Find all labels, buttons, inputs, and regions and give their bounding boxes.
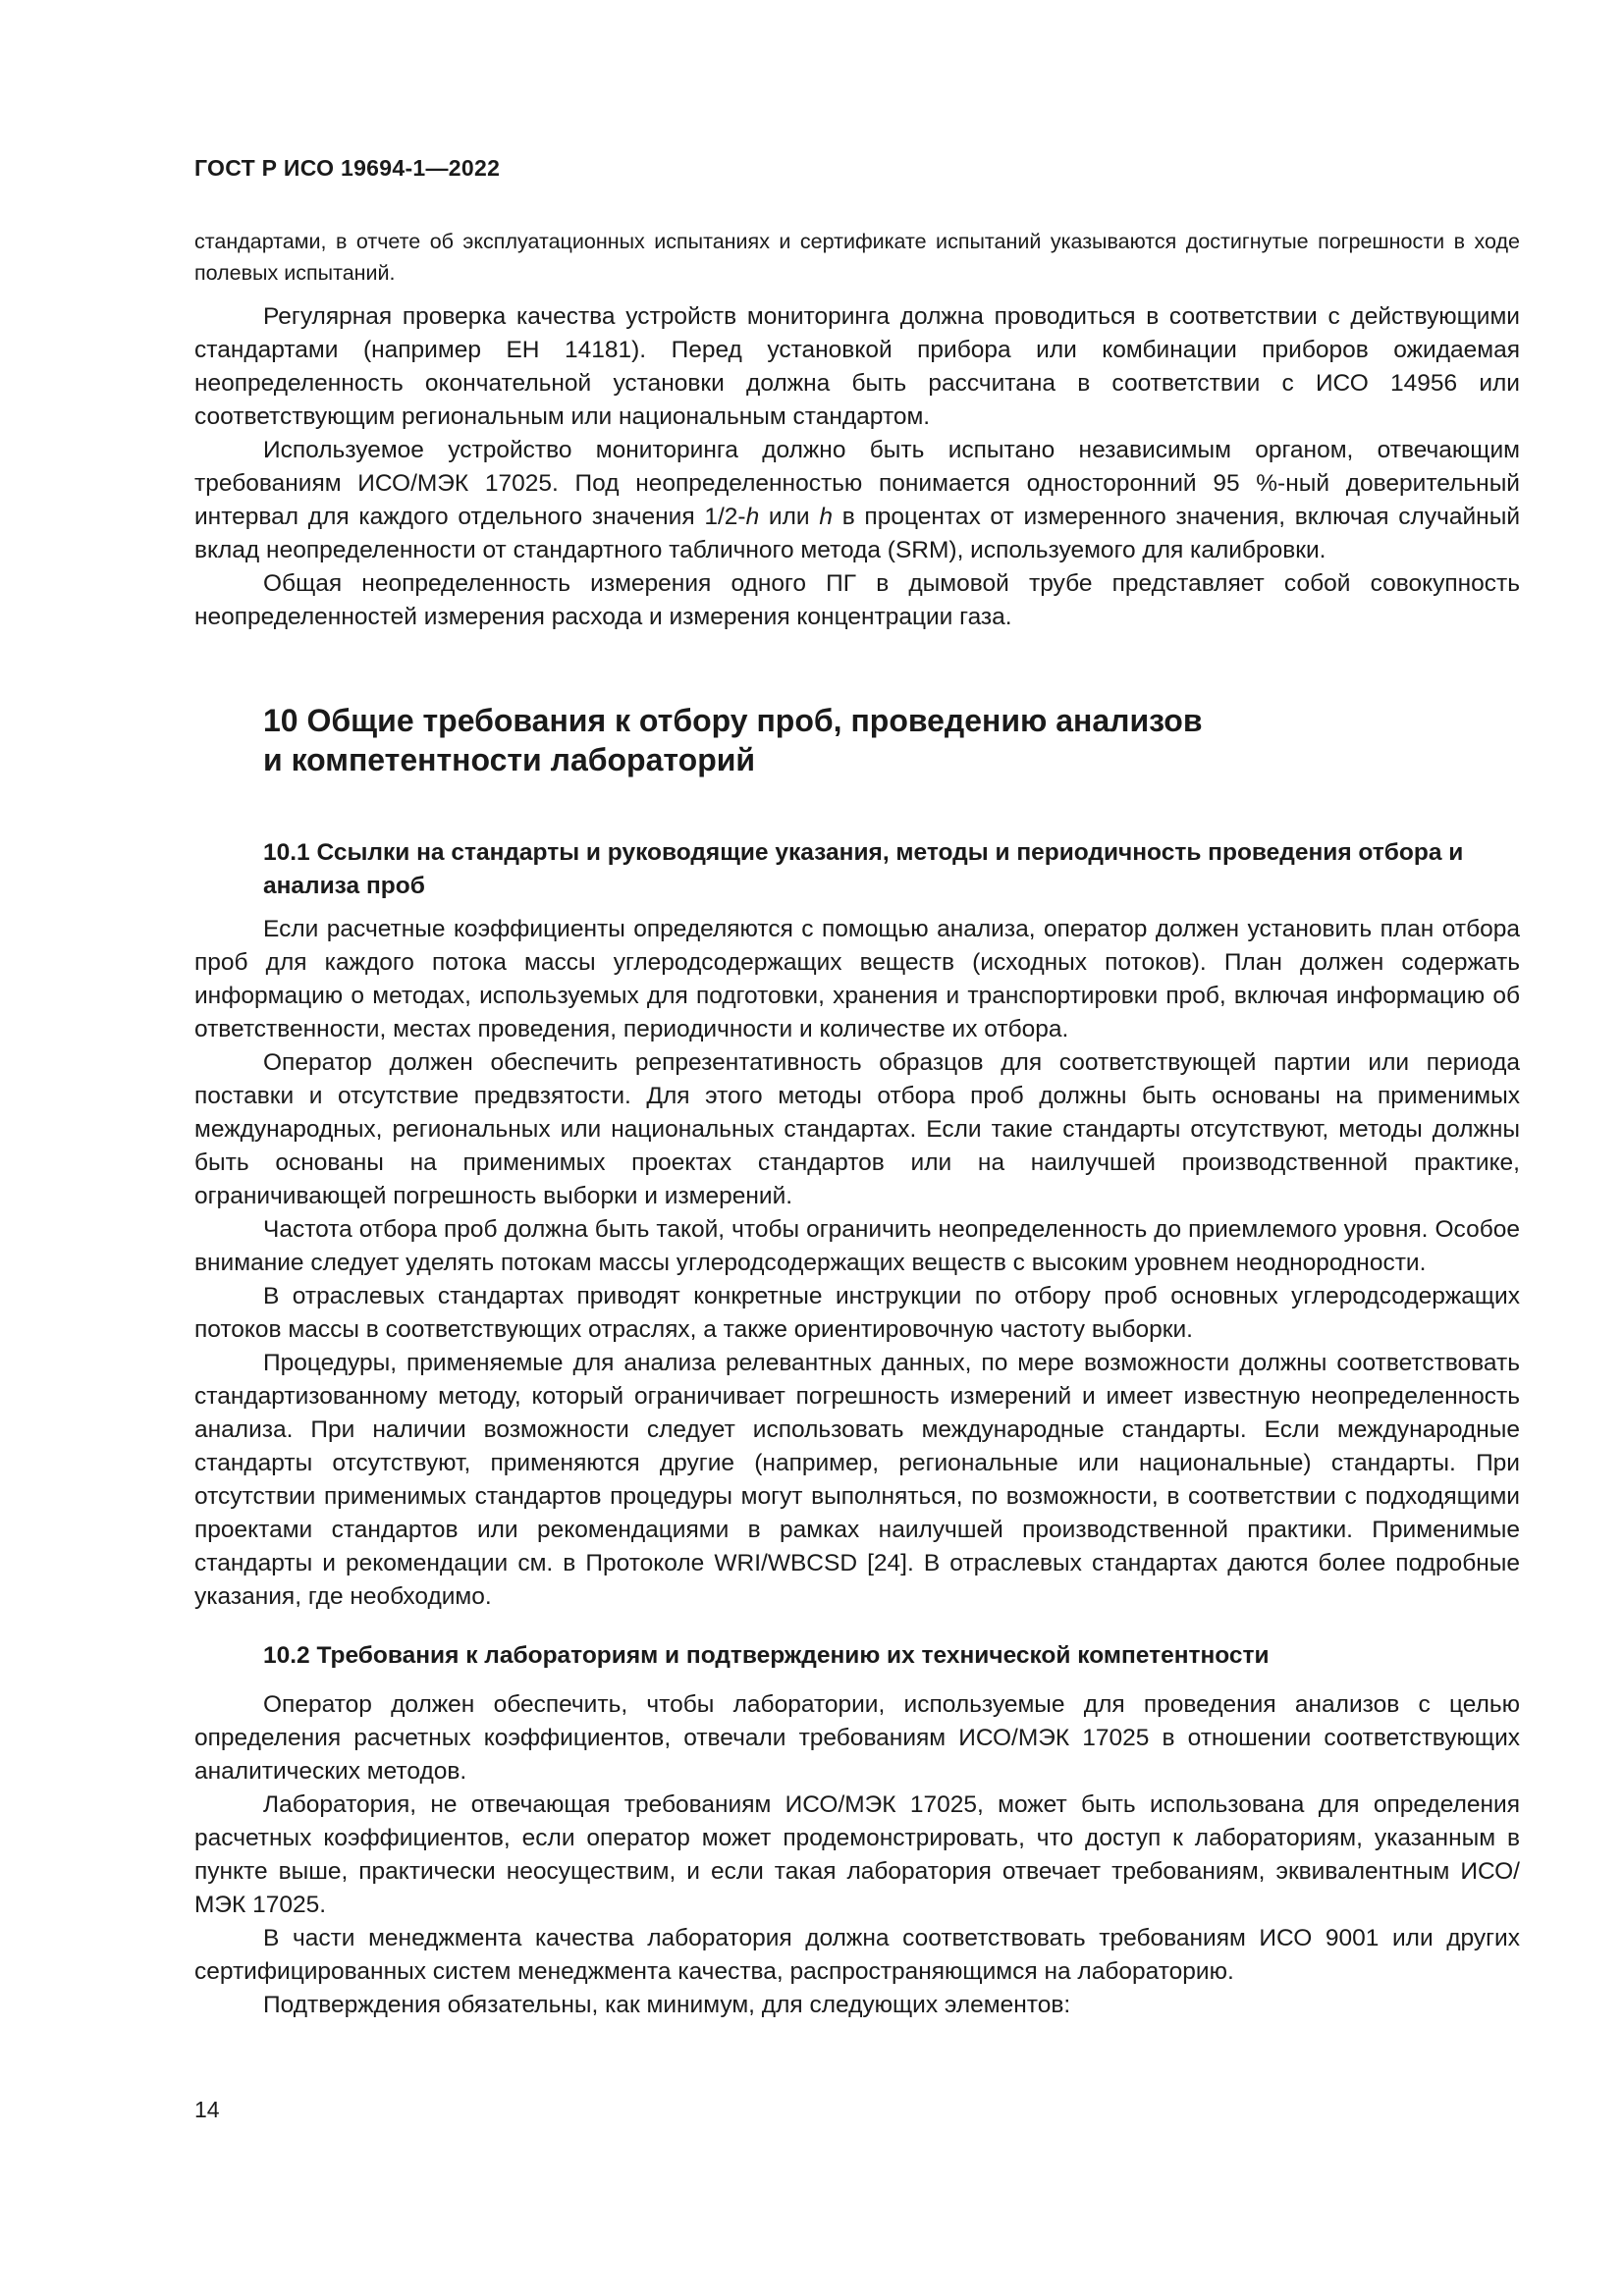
- section-10-1-heading: 10.1 Ссылки на стандарты и руководящие указания, методы и периодичность проведения отбора и анализа проб: [263, 839, 1464, 899]
- document-code-header: ГОСТ Р ИСО 19694-1—2022: [194, 155, 501, 181]
- section-10-heading-line-1: 10 Общие требования к отбору проб, проведению анализов: [263, 703, 1203, 738]
- paragraph-10-2-non-accredited-lab: Лаборатория, не отвечающая требованиям ИСО/МЭК 17025, может быть использована для определения расчетных коэффициентов, если оператор может продемонстрировать, что доступ к лабораториям, указанным в пункте выше, практически неосуществим, и если такая лаборатория отвечает требованиям, эквивалентным ИСО/МЭК 17025.: [194, 1791, 1520, 1918]
- variable-h-2: h: [819, 504, 833, 530]
- paragraph-10-2-quality-management: В части менеджмента качества лаборатория должна соответствовать требованиям ИСО 9001 или других сертифицированных систем менеджмента качества, распространяющимся на лабораторию.: [194, 1925, 1520, 1985]
- paragraph-10-2-laboratories: Оператор должен обеспечить, чтобы лаборатории, используемые для проведения анализов с целью определения расчетных коэффициентов, отвечали требованиям ИСО/МЭК 17025 в отношении соответствующих аналитических методов.: [194, 1691, 1520, 1785]
- paragraph-10-1-industry-standards: В отраслевых стандартах приводят конкретные инструкции по отбору проб основных углеродсодержащих потоков массы в соответствующих отраслях, а также ориентировочную частоту выборки.: [194, 1283, 1520, 1343]
- paragraph-10-1-sampling-plan: Если расчетные коэффициенты определяются с помощью анализа, оператор должен установить план отбора проб для каждого потока массы углеродсодержащих веществ (исходных потоков). План должен содержать информацию о методах, используемых для подготовки, хранения и транспортировки проб, включая информацию об ответственности, местах проведения, периодичности и количестве их отбора.: [194, 916, 1520, 1042]
- section-10-heading-line-2: и компетентности лабораторий: [263, 742, 756, 777]
- page-number: 14: [194, 2097, 220, 2122]
- paragraph-monitoring-device-part-a: Используемое устройство мониторинга должно быть испытано независимым органом, отвечающим требованиям ИСО/МЭК 17025. Под неопределенностью понимается односторонний 95 %-ный доверительный интервал для каждого отдельного значения 1/2-: [194, 437, 1520, 530]
- paragraph-continuation: стандартами, в отчете об эксплуатационных испытаниях и сертификате испытаний указываются достигнутые погрешности в ходе полевых испытаний.: [194, 230, 1520, 285]
- section-10-heading: [263, 701, 1520, 779]
- paragraph-quality-check: Регулярная проверка качества устройств мониторинга должна проводиться в соответствии с действующими стандартами (например ЕН 14181). Перед установкой прибора или комбинации приборов ожидаемая неопределенность окончательной установки должна быть рассчитана в соответствии с ИСО 14956 или соответствующим региональным или национальным стандартом.: [194, 303, 1520, 430]
- paragraph-monitoring-device-part-c: в процентах от измеренного значения, включая случайный вклад неопределенности от стандартного табличного метода (SRM), используемого для калибровки.: [194, 504, 1520, 563]
- paragraph-10-2-confirmations: Подтверждения обязательны, как минимум, для следующих элементов:: [263, 1992, 1071, 2018]
- page-body: [194, 226, 1520, 2022]
- paragraph-10-1-procedures: Процедуры, применяемые для анализа релевантных данных, по мере возможности должны соответствовать стандартизованному методу, который ограничивает погрешность измерений и имеет известную неопределенность анализа. При наличии возможности следует использовать международные стандарты. Если международные стандарты отсутствуют, применяются другие (например, региональные или национальные) стандарты. При отсутствии применимых стандартов процедуры могут выполняться, по возможности, в соответствии с подходящими проектами стандартов или рекомендациями в рамках наилучшей производственной практики. Применимые стандарты и рекомендации см. в Протоколе WRI/WBCSD [24]. В отраслевых стандартах даются более подробные указания, где необходимо.: [194, 1350, 1520, 1610]
- paragraph-10-1-representativeness: Оператор должен обеспечить репрезентативность образцов для соответствующей партии или периода поставки и отсутствие предвзятости. Для этого методы отбора проб должны быть основаны на применимых международных, региональных или национальных стандартах. Если такие стандарты отсутствуют, методы должны быть основаны на применимых проектах стандартов или на наилучшей производственной практике, ограничивающей погрешность выборки и измерений.: [194, 1049, 1520, 1209]
- paragraph-monitoring-device-part-b: или: [759, 504, 820, 530]
- section-10-2-heading: 10.2 Требования к лабораториям и подтверждению их технической компетентности: [263, 1642, 1270, 1669]
- paragraph-monitoring-device: [194, 434, 1520, 567]
- paragraph-10-1-frequency: Частота отбора проб должна быть такой, чтобы ограничить неопределенность до приемлемого уровня. Особое внимание следует уделять потокам массы углеродсодержащих веществ с высоким уровнем неоднородности.: [194, 1216, 1520, 1276]
- paragraph-total-uncertainty: Общая неопределенность измерения одного ПГ в дымовой трубе представляет собой совокупность неопределенностей измерения расхода и измерения концентрации газа.: [194, 570, 1520, 630]
- variable-h-1: h: [745, 504, 760, 530]
